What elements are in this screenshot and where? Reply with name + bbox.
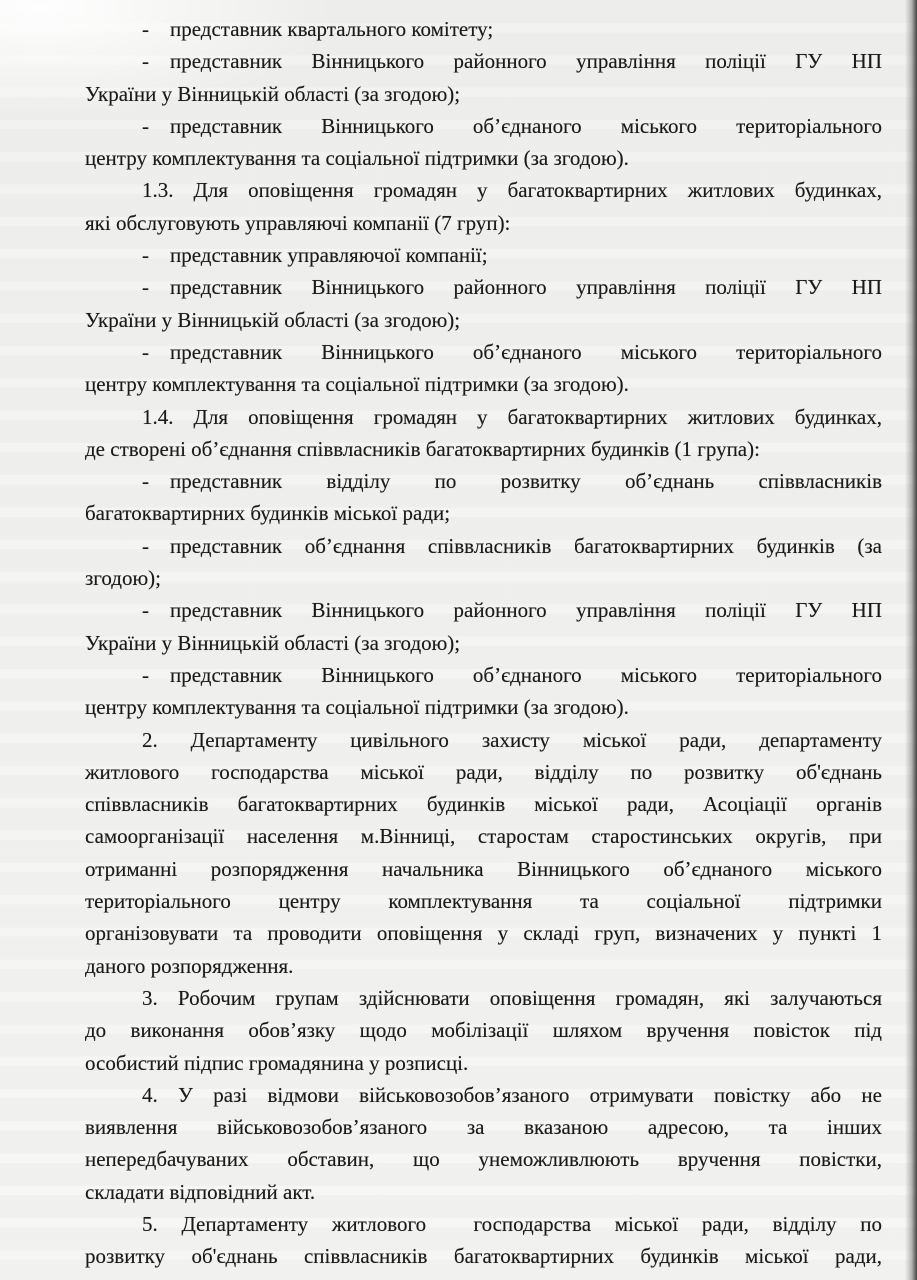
text-line: де створені об’єднання співвласників багатоквартирних будинків (1 група): (85, 436, 760, 461)
paragraph (85, 594, 882, 659)
text-line: центру комплектування та соціальної підтримки (за згодою). (85, 146, 629, 171)
text-line: особистий підпис громадянина у розписці. (85, 1050, 469, 1075)
paragraph (85, 110, 882, 175)
paragraph (85, 465, 882, 530)
text-line: 3. Робочим групам здійснювати оповіщення громадян, які залучаються (142, 985, 882, 1010)
text-line: 4. У разі відмови військовозобов’язаного отримувати повістку або не (142, 1082, 882, 1107)
text-line: України у Вінницькій області (за згодою); (85, 81, 461, 106)
text-line: - представник Вінницького об’єднаного міського територіального (142, 113, 882, 138)
text-line: територіального центру комплектування та соціальної підтримки (85, 889, 882, 914)
text-block (85, 13, 882, 1273)
text-line: України у Вінницькій області (за згодою); (85, 307, 461, 332)
text-line: - представник відділу по розвитку об’єднань співвласників (142, 469, 882, 494)
text-line: - представник Вінницького об’єднаного міського територіального (142, 662, 882, 687)
paragraph (85, 13, 882, 45)
text-line: непередбачуваних обставин, що унеможливлюють вручення повістки, (85, 1147, 882, 1172)
paragraph (85, 1208, 882, 1273)
text-line: багатоквартирних будинків міської ради; (85, 501, 451, 526)
text-line: виявлення військовозобов’язаного за вказаною адресою, та інших (85, 1115, 882, 1140)
text-line: які обслуговують управляючі компанії (7 груп): (85, 210, 511, 235)
paragraph (85, 724, 882, 982)
paragraph (85, 271, 882, 336)
text-line: - представник квартального комітету; (142, 17, 494, 41)
text-line: складати відповідний акт. (85, 1179, 316, 1204)
text-line: - представник Вінницького районного управління поліції ГУ НП (142, 598, 882, 623)
paragraph (85, 45, 882, 110)
text-line: 1.3. Для оповіщення громадян у багатоквартирних житлових будинках, (142, 178, 882, 203)
text-line: - представник Вінницького районного управління поліції ГУ НП (142, 49, 882, 74)
text-line: 2. Департаменту цивільного захисту міської ради, департаменту (142, 727, 882, 752)
text-line: житлового господарства міської ради, відділу по розвитку об'єднань (85, 759, 882, 784)
text-line: організовувати та проводити оповіщення у складі груп, визначених у пункті 1 (85, 921, 882, 946)
text-line: 1.4. Для оповіщення громадян у багатоквартирних житлових будинках, (142, 404, 882, 429)
paragraph (85, 239, 882, 271)
text-line: - представник Вінницького районного управління поліції ГУ НП (142, 275, 882, 300)
text-line: розвитку об'єднань співвласників багатоквартирних будинків міської ради, (85, 1244, 882, 1269)
text-line: - представник Вінницького об’єднаного міського територіального (142, 339, 882, 364)
text-line: отриманні розпорядження начальника Вінницького об’єднаного міського (85, 856, 882, 881)
scan-edge-shadow (905, 0, 917, 1280)
paragraph (85, 401, 882, 466)
paragraph (85, 1079, 882, 1208)
text-line: - представник об’єднання співвласників багатоквартирних будинків (за (142, 533, 882, 558)
text-line: самоорганізації населення м.Вінниці, старостам старостинських округів, при (85, 824, 882, 849)
text-line: співвласників багатоквартирних будинків міської ради, Асоціації органів (85, 792, 882, 817)
text-line: - представник управляючої компанії; (142, 243, 488, 268)
paragraph (85, 174, 882, 239)
text-line: 5. Департаменту житлового господарства міської ради, відділу по (142, 1211, 882, 1236)
text-line: до виконання обов’язку щодо мобілізації шляхом вручення повісток під (85, 1018, 882, 1043)
text-line: даного розпорядження. (85, 953, 294, 978)
paragraph (85, 530, 882, 595)
paragraph (85, 659, 882, 724)
paragraph (85, 982, 882, 1079)
text-line: України у Вінницькій області (за згодою); (85, 630, 461, 655)
text-line: згодою); (85, 566, 161, 591)
text-line: центру комплектування та соціальної підтримки (за згодою). (85, 372, 629, 397)
paragraph (85, 336, 882, 401)
text-line: центру комплектування та соціальної підтримки (за згодою). (85, 695, 629, 720)
